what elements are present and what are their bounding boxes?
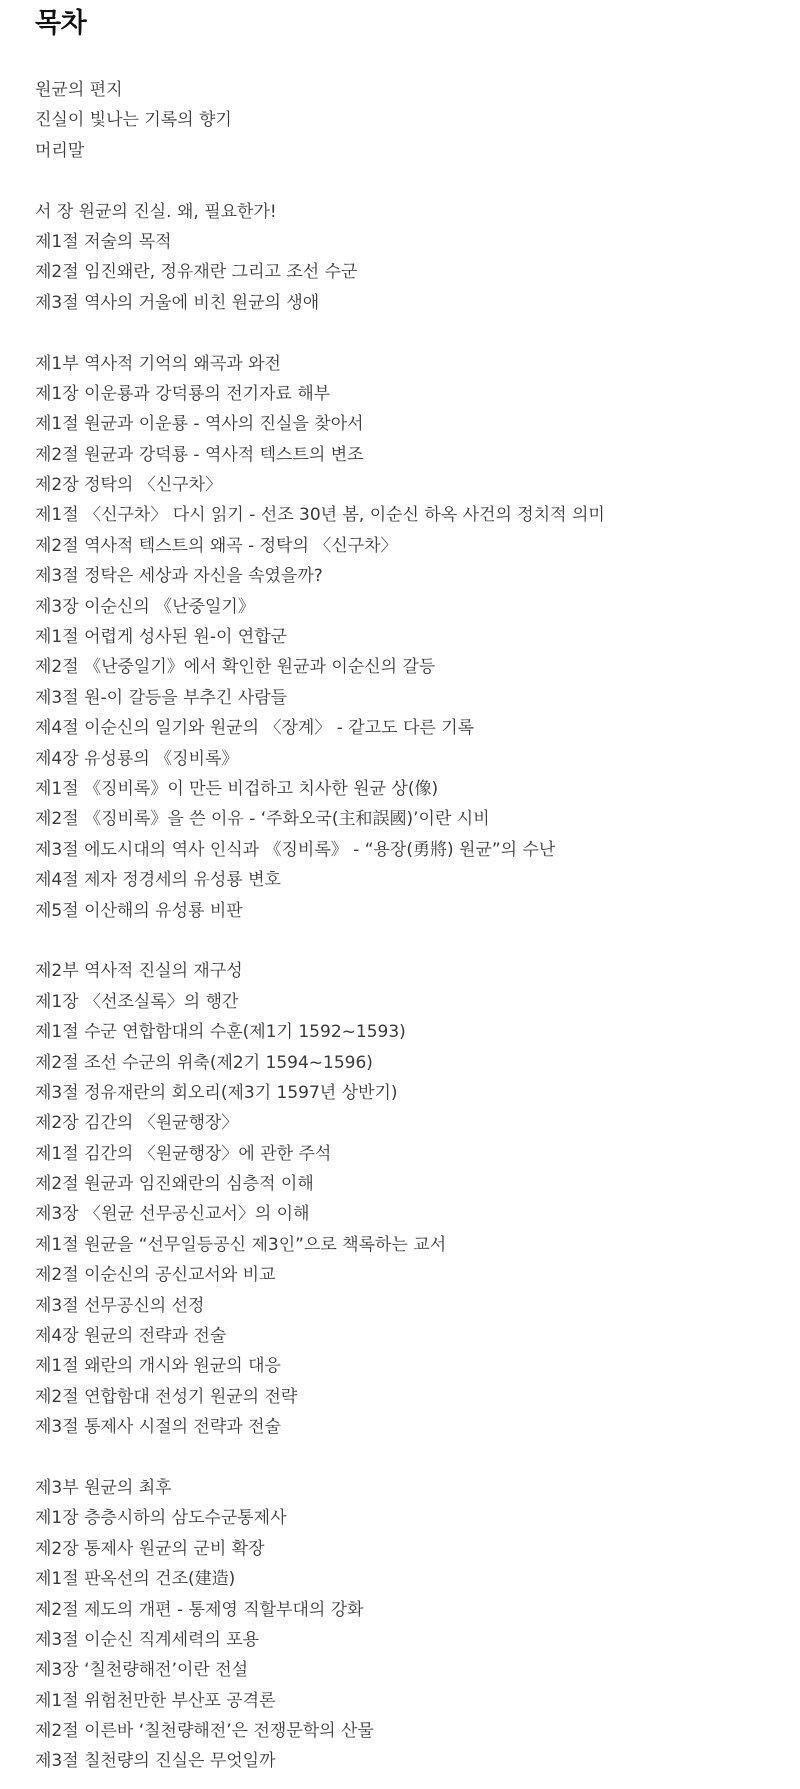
toc-entry: 제3절 칠천량의 진실은 무엇일까 [35,1751,276,1772]
toc-entry: 제3장 〈원균 선무공신교서〉의 이해 [35,1204,310,1225]
toc-entry: 제4절 제자 정경세의 유성룡 변호 [35,870,281,891]
toc-entry: 제2장 통제사 원균의 군비 확장 [35,1538,265,1559]
toc-entry: 제3장 이순신의 《난중일기》 [35,596,255,617]
toc-entry: 제1절 저술의 목적 [35,231,172,252]
toc-entry: 제5절 이산해의 유성룡 비판 [35,900,243,921]
toc-entry: 제4절 이순신의 일기와 원균의 〈장계〉 - 같고도 다른 기록 [35,718,475,739]
toc-entry: 제3절 역사의 거울에 비친 원균의 생애 [35,292,320,313]
toc-entry: 제1장 〈선조실록〉의 행간 [35,991,239,1012]
toc-entry: 제2절 원균과 임진왜란의 심층적 이해 [35,1174,314,1195]
toc-entry: 제1절 어렵게 성사된 원-이 연합군 [35,627,288,648]
toc-entry: 제3절 에도시대의 역사 인식과 《징비록》 - “용장(勇將) 원균”의 수난 [35,839,556,860]
toc-entry: 제3절 통제사 시절의 전략과 전술 [35,1417,281,1438]
toc-entry: 제1절 왜란의 개시와 원균의 대응 [35,1356,281,1377]
toc-entry: 제3장 ‘칠천량해전’이란 전설 [35,1660,249,1681]
toc-entry: 제3절 원-이 갈등을 부추긴 사람들 [35,687,288,708]
toc-entry: 제2절 원균과 강덕룡 - 역사적 텍스트의 변조 [35,444,364,465]
section-spacer [35,318,800,348]
toc-entry: 제3절 선무공신의 선정 [35,1295,205,1316]
toc-entry: 제1장 층층시하의 삼도수군통제사 [35,1508,287,1529]
toc-entry: 제1부 역사적 기억의 왜곡과 와전 [35,353,281,374]
toc-list [35,75,800,1777]
toc-entry: 제1절 《징비록》이 만든 비겁하고 치사한 원균 상(像) [35,778,439,799]
toc-entry: 서 장 원균의 진실. 왜, 필요한가! [35,201,277,222]
toc-entry: 머리말 [35,140,85,161]
toc-entry: 제1절 수군 연합함대의 수훈(제1기 1592~1593) [35,1022,406,1043]
toc-entry: 제1절 위험천만한 부산포 공격론 [35,1690,276,1711]
toc-entry: 제2장 정탁의 〈신구차〉 [35,475,222,496]
toc-entry: 제3절 이순신 직계세력의 포용 [35,1629,260,1650]
toc-entry: 제1절 〈신구차〉 다시 읽기 - 선조 30년 봄, 이순신 하옥 사건의 정치적 의미 [35,505,605,526]
toc-entry: 제2장 김간의 〈원균행장〉 [35,1113,239,1134]
toc-entry: 원균의 편지 [35,80,123,100]
toc-entry: 제2절 임진왜란, 정유재란 그리고 조선 수군 [35,262,358,283]
toc-entry: 제2부 역사적 진실의 재구성 [35,961,243,982]
toc-entry: 제2절 《난중일기》에서 확인한 원균과 이순신의 갈등 [35,657,436,678]
toc-entry: 제2절 《징비록》을 쓴 이유 - ‘주화오국(主和誤國)’이란 시비 [35,809,490,830]
toc-entry: 제2절 이른바 ‘칠천량해전’은 전쟁문학의 산물 [35,1721,374,1742]
toc-entry: 진실이 빛나는 기록의 향기 [35,110,232,131]
toc-entry: 제1절 원균과 이운룡 - 역사의 진실을 찾아서 [35,414,364,435]
section-spacer [35,1443,800,1473]
toc-entry: 제2절 역사적 텍스트의 왜곡 - 정탁의 〈신구차〉 [35,535,398,556]
section-spacer [35,166,800,196]
section-spacer [35,926,800,956]
toc-entry: 제1장 이운룡과 강덕룡의 전기자료 해부 [35,383,331,404]
toc-entry: 제1절 김간의 〈원균행장〉에 관한 주석 [35,1143,332,1164]
toc-entry: 제4장 유성룡의 《징비록》 [35,748,239,769]
toc-entry: 제3절 정탁은 세상과 자신을 속였을까? [35,566,323,587]
toc-entry: 제1절 판옥선의 건조(建造) [35,1569,236,1590]
toc-entry: 제2절 조선 수군의 위축(제2기 1594~1596) [35,1052,373,1073]
toc-entry: 제2절 이순신의 공신교서와 비교 [35,1265,276,1286]
toc-entry: 제2절 제도의 개편 - 통제영 직할부대의 강화 [35,1599,364,1620]
toc-entry: 제1절 원균을 “선무일등공신 제3인”으로 책록하는 교서 [35,1234,447,1255]
toc-entry: 제3부 원균의 최후 [35,1477,172,1498]
toc-entry: 제2절 연합함대 전성기 원균의 전략 [35,1386,298,1407]
toc-entry: 제4장 원균의 전략과 전술 [35,1326,227,1347]
toc-entry: 제3절 정유재란의 회오리(제3기 1597년 상반기) [35,1082,398,1103]
page-title: 목차 [35,8,87,39]
